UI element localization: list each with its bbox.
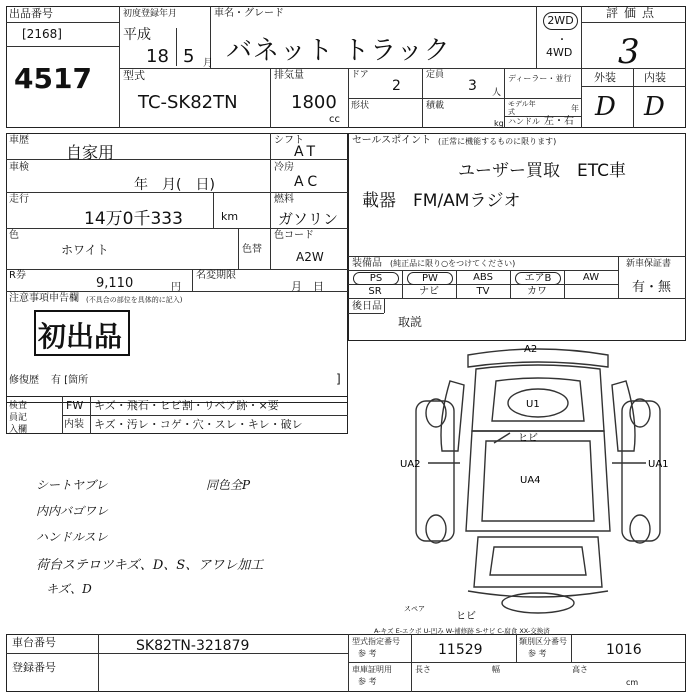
length-label: 長さ: [415, 665, 431, 674]
equipment-item: AW: [582, 272, 600, 283]
footer-frame: [6, 634, 686, 692]
type-spec-sub: 参 考: [358, 649, 377, 658]
car-name-label: 車名・グレード: [214, 8, 284, 19]
handwritten-note: 荷台ステロツキズ、D、S、アワレ加工: [36, 558, 264, 573]
interior-label: 内装: [644, 71, 666, 84]
handwritten-note: 内内バゴワレ: [36, 504, 109, 518]
mark-ua4: UA4: [520, 475, 541, 486]
sales-point-line1: ユーザー買取 ETC車: [458, 161, 626, 181]
ac: AC: [294, 174, 322, 190]
nameplate-label: 名変期限: [196, 270, 236, 281]
shape-label: 形状: [351, 101, 370, 111]
width-label: 幅: [492, 665, 500, 674]
sales-point-line2: 載器 FM/AMラジオ: [362, 191, 521, 211]
cert-sub: 参 考: [358, 677, 377, 686]
repair-value: 有 [箇所: [51, 375, 89, 386]
notes-sub: (不具合の部位を具体的に記入): [86, 296, 183, 304]
drive-2wd: 2WD: [543, 12, 578, 30]
class-label: 類別区分番号: [519, 637, 567, 646]
car-name: バネット トラック: [226, 36, 451, 66]
warranty-label: 新車保証書: [626, 259, 672, 269]
equipment-label: 装備品: [352, 258, 382, 269]
door-count: 2: [392, 78, 401, 94]
first-listing-stamp: 初出品: [38, 320, 123, 353]
load-unit: kg: [494, 119, 504, 128]
eval-score: 3: [618, 32, 640, 72]
inspection-date: 年 月( 日): [134, 177, 215, 193]
color: ホワイト: [61, 243, 109, 257]
fuel-label: 燃料: [274, 194, 294, 205]
diagram-left-mirror: [441, 381, 464, 451]
warranty-value: 有・無: [632, 280, 672, 295]
equipment-item: ナビ: [419, 286, 439, 297]
height-label: 高さ: [572, 665, 588, 674]
damage-legend: A-キズ E-エクボ U-凹み W-補修跡 S-サビ C-腐食 XX-交換済: [374, 627, 550, 635]
registration-label: 登録番号: [12, 661, 56, 674]
inspector-interior-options: キズ・汚レ・コゲ・穴・スレ・キレ・破レ: [94, 418, 303, 431]
shift: AT: [294, 144, 320, 160]
history-label: 車歴: [9, 135, 29, 146]
sales-point-label: セールスポイント: [352, 135, 432, 146]
mileage-unit: km: [221, 210, 239, 223]
exterior-label: 外装: [594, 71, 616, 84]
mark-crack-rear: ヒビ: [456, 611, 476, 622]
chassis-number: SK82TN-321879: [136, 638, 250, 654]
equipment-item: PW: [407, 272, 453, 285]
auction-sheet: [6, 6, 692, 694]
equipment-item: SR: [368, 286, 382, 297]
handle-value: 左・右: [544, 116, 574, 127]
color-label: 色: [9, 230, 19, 241]
model-label: 型式: [123, 69, 145, 82]
mark-ua1: UA1: [648, 459, 669, 470]
first-reg-year: 18: [146, 46, 169, 67]
spare-label: スペア: [404, 605, 425, 613]
header-frame: [6, 6, 686, 128]
lot-subnumber: [2168]: [22, 27, 62, 41]
repair-label: 修復歴: [9, 375, 39, 386]
inspector-fw-tag: FW: [66, 399, 84, 412]
length-unit-cm: cm: [626, 678, 639, 687]
nameplate-value: 月 日: [291, 280, 324, 293]
displacement-unit: cc: [329, 114, 340, 125]
mark-ua2: UA2: [400, 459, 421, 470]
postscript-label: 後日品: [352, 301, 382, 312]
capacity-label: 定員: [426, 70, 445, 80]
fuel: ガソリン: [278, 210, 339, 228]
shift-label: シフト: [274, 135, 304, 146]
class-sub: 参 考: [528, 649, 547, 658]
vehicle-diagram: [398, 341, 686, 623]
inspector-interior-tag: 内装: [64, 419, 84, 430]
model-year-label: モデル年式: [508, 100, 536, 116]
equipment-item: ABS: [473, 272, 493, 283]
dealer-label: ディーラー・並行: [508, 74, 572, 83]
color-code-label: 色コード: [274, 230, 314, 241]
equipment-item: PS: [353, 272, 399, 285]
handwritten-aside: 同色全P: [206, 478, 251, 492]
type-spec: 11529: [438, 642, 483, 658]
eval-label: 評価点: [606, 6, 661, 20]
door-label: ドア: [351, 70, 369, 80]
model-code: TC-SK82TN: [138, 92, 238, 113]
month-unit: 月: [203, 58, 213, 69]
handle-label: ハンドル: [508, 117, 540, 126]
class-number: 1016: [606, 642, 642, 658]
equipment-item: TV: [476, 286, 490, 297]
color-code: A2W: [296, 250, 324, 264]
notes-label: 注意事項申告欄: [9, 293, 79, 304]
diagram-tailgate: [474, 537, 602, 587]
drive-separator: ・: [557, 35, 567, 46]
mileage-label: 走行: [9, 194, 29, 205]
first-reg-month: 5: [183, 46, 195, 67]
inspection-label: 車検: [9, 162, 29, 173]
recycle-unit: 円: [171, 282, 181, 293]
era: 平成: [123, 27, 151, 43]
inspector-fw-options: キズ・飛石・ヒビ割・リペア跡・×要: [94, 399, 279, 412]
equipment-item: エアB: [515, 272, 561, 285]
mileage: 14万0千333: [84, 209, 183, 229]
diagram-right-door: [622, 401, 660, 541]
diagram-left-door: [416, 401, 454, 541]
color-change-label: 色替: [242, 244, 262, 255]
model-year-unit: 年: [571, 104, 579, 113]
mark-u1: U1: [526, 399, 540, 410]
capacity-unit: 人: [492, 88, 502, 98]
capacity: 3: [468, 78, 477, 94]
handwritten-note: ハンドルスレ: [36, 530, 108, 544]
history: 自家用: [66, 143, 115, 162]
mark-a2: A2: [524, 344, 538, 355]
inspector-label: 検査員記入欄: [9, 401, 28, 435]
chassis-label: 車台番号: [12, 636, 56, 649]
type-spec-label: 型式指定番号: [352, 637, 400, 646]
equipment-sub: (純正品に限り○をつけてください): [390, 259, 516, 268]
cert-label: 車庫証明用: [352, 665, 392, 674]
handwritten-note: キズ、D: [46, 582, 92, 596]
displacement: 1800: [291, 92, 337, 113]
diagram-rear-bumper: [468, 591, 608, 597]
recycle-label: R券: [9, 270, 26, 281]
repair-end: ]: [336, 372, 341, 386]
mark-crack: ヒビ: [518, 433, 538, 444]
lot-label: 出品番号: [9, 7, 53, 20]
drive-4wd: 4WD: [546, 46, 573, 59]
diagram-rear-window: [490, 547, 586, 575]
handwritten-note: シートヤブレ: [36, 478, 108, 492]
load-label: 積載: [426, 101, 445, 111]
lot-number: 4517: [14, 62, 92, 95]
first-reg-label: 初度登録年月: [123, 9, 178, 19]
exterior-grade: D: [595, 92, 616, 122]
interior-grade: D: [644, 92, 665, 122]
postscript-value: 取説: [398, 315, 423, 329]
ac-label: 冷房: [274, 162, 294, 173]
equipment-item: カワ: [527, 286, 547, 297]
sales-point-sub: (正常に機能するものに限ります): [438, 137, 557, 146]
recycle-amount: 9,110: [96, 276, 134, 291]
displacement-label: 排気量: [274, 70, 304, 81]
diagram-right-mirror: [612, 381, 635, 451]
